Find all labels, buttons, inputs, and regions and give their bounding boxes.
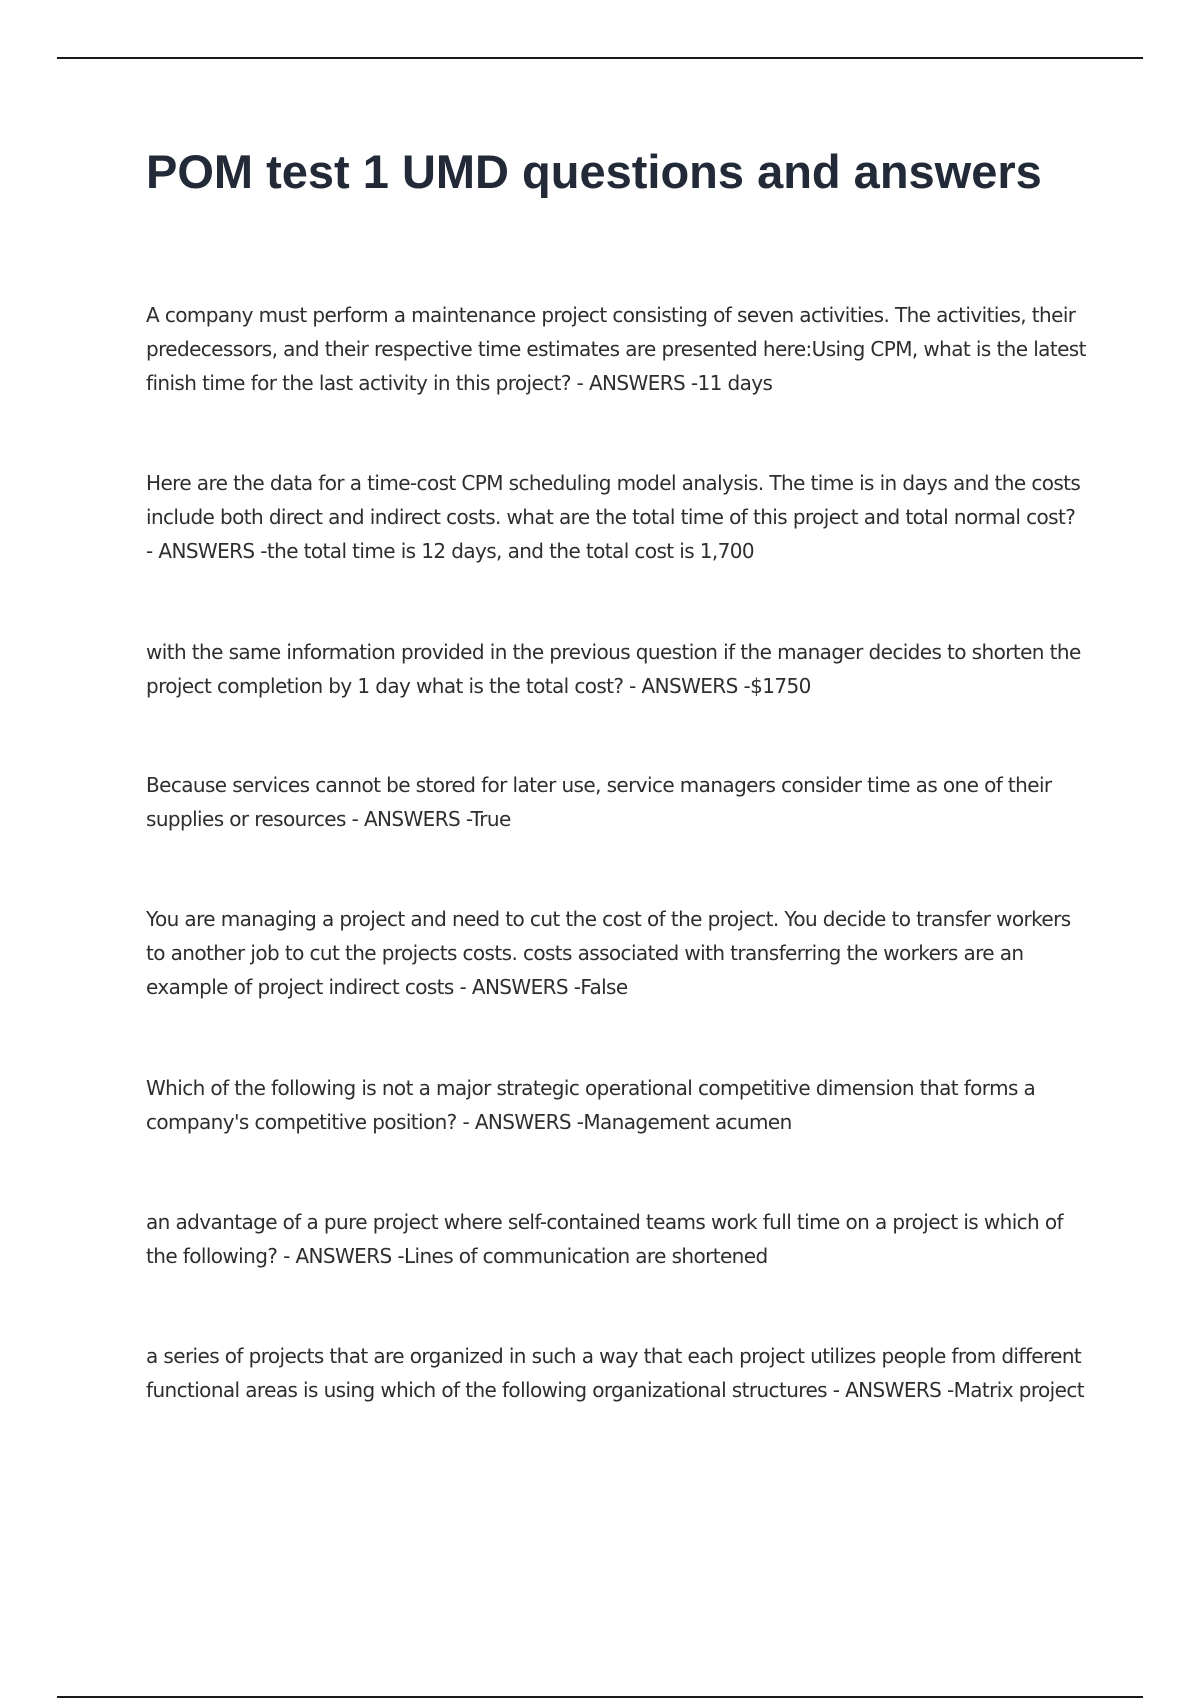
qa-item-2: Here are the data for a time-cost CPM scheduling model analysis. The time is in days and the costs include both direct and indirect costs. what are the total time of this project and total normal cost? - ANSWERS -the total time is 12 days, and the total cost is 1,700 (146, 471, 1081, 563)
footer-rule (57, 1696, 1143, 1698)
document-title: POM test 1 UMD questions and answers (146, 145, 1042, 198)
qa-item-6: Which of the following is not a major strategic operational competitive dimension that forms a company's competitive position? - ANSWERS -Management acumen (146, 1076, 1036, 1134)
qa-item-4: Because services cannot be stored for later use, service managers consider time as one of their supplies or resources - ANSWERS -True (146, 773, 1052, 831)
header-rule (57, 57, 1143, 59)
qa-item-7: an advantage of a pure project where self-contained teams work full time on a project is which of the following? - ANSWERS -Lines of communication are shortened (146, 1210, 1063, 1268)
qa-item-1: A company must perform a maintenance project consisting of seven activities. The activities, their predecessors, and their respective time estimates are presented here:Using CPM, what is the latest finish time for the last activity in this project? - ANSWERS -11 days (146, 303, 1086, 395)
qa-item-3: with the same information provided in the previous question if the manager decides to shorten the project completion by 1 day what is the total cost? - ANSWERS -$1750 (146, 640, 1081, 698)
qa-item-8: a series of projects that are organized in such a way that each project utilizes people from different functional areas is using which of the following organizational structures - ANSWERS -Matrix project (146, 1344, 1084, 1402)
qa-item-5: You are managing a project and need to cut the cost of the project. You decide to transfer workers to another job to cut the projects costs. costs associated with transferring the workers are an example of project indirect costs - ANSWERS -False (146, 907, 1071, 999)
